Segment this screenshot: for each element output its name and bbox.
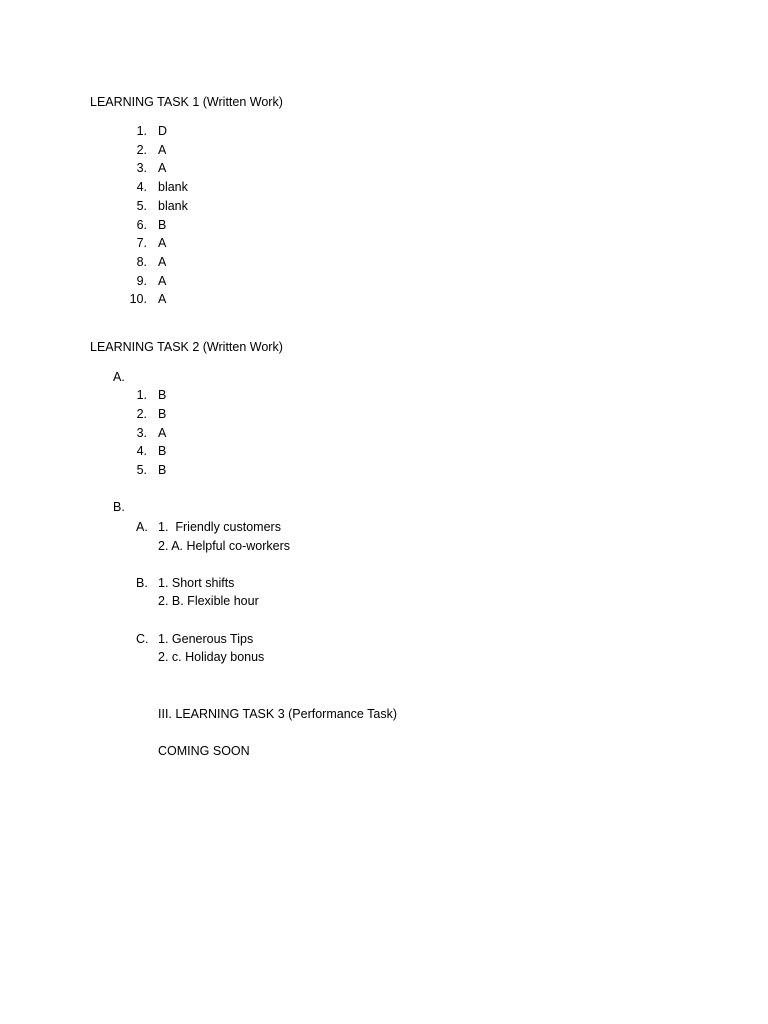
group-line: 1. Friendly customers xyxy=(158,520,281,534)
item-number: 3. xyxy=(136,161,147,175)
item-answer: B xyxy=(158,444,167,458)
task3-heading xyxy=(158,706,397,722)
item-answer: A xyxy=(158,274,167,288)
task3-heading-subtitle: (Performance Task) xyxy=(284,707,397,721)
item-number: 3. xyxy=(136,426,147,440)
item-number: 4. xyxy=(136,444,147,458)
group-line: 1. Generous Tips xyxy=(158,632,254,646)
task3-status: COMING SOON xyxy=(158,744,250,758)
item-number: 2. xyxy=(136,143,147,157)
task1-heading-subtitle: (Written Work) xyxy=(199,95,283,109)
item-number: 9. xyxy=(136,274,147,288)
task1-heading xyxy=(90,94,283,110)
group-letter: B. xyxy=(136,576,148,590)
item-answer: A xyxy=(158,161,167,175)
item-number: 7. xyxy=(136,236,147,250)
group-line: 1. Short shifts xyxy=(158,576,235,590)
item-answer: A xyxy=(158,143,167,157)
item-answer: A xyxy=(158,255,167,269)
item-answer: D xyxy=(158,124,168,138)
item-number: 2. xyxy=(136,407,147,421)
group-letter: C. xyxy=(136,632,149,646)
item-number: 8. xyxy=(136,255,147,269)
task2-part-a-label: A. xyxy=(113,370,125,384)
item-answer: blank xyxy=(158,199,188,213)
task2-heading xyxy=(90,339,283,355)
item-answer: B xyxy=(158,407,167,421)
task2-heading-title: LEARNING TASK 2 xyxy=(90,340,200,354)
item-answer: B xyxy=(158,218,167,232)
group-line: 2. A. Helpful co-workers xyxy=(158,539,290,553)
item-answer: blank xyxy=(158,180,188,194)
group-line: 2. c. Holiday bonus xyxy=(158,650,265,664)
task2-heading-subtitle: (Written Work) xyxy=(199,340,283,354)
item-number: 10. xyxy=(129,292,147,306)
group-letter: A. xyxy=(136,520,148,534)
item-answer: B xyxy=(158,388,167,402)
item-number: 4. xyxy=(136,180,147,194)
item-answer: A xyxy=(158,292,167,306)
item-number: 1. xyxy=(136,388,147,402)
item-number: 5. xyxy=(136,463,147,477)
item-number: 1. xyxy=(136,124,147,138)
item-answer: A xyxy=(158,426,167,440)
task1-heading-title: LEARNING TASK 1 xyxy=(90,95,200,109)
task3-heading-title: III. LEARNING TASK 3 xyxy=(158,707,285,721)
group-line: 2. B. Flexible hour xyxy=(158,594,259,608)
item-number: 6. xyxy=(136,218,147,232)
task2-part-b-label: B. xyxy=(113,500,125,514)
item-answer: B xyxy=(158,463,167,477)
item-number: 5. xyxy=(136,199,147,213)
item-answer: A xyxy=(158,236,167,250)
